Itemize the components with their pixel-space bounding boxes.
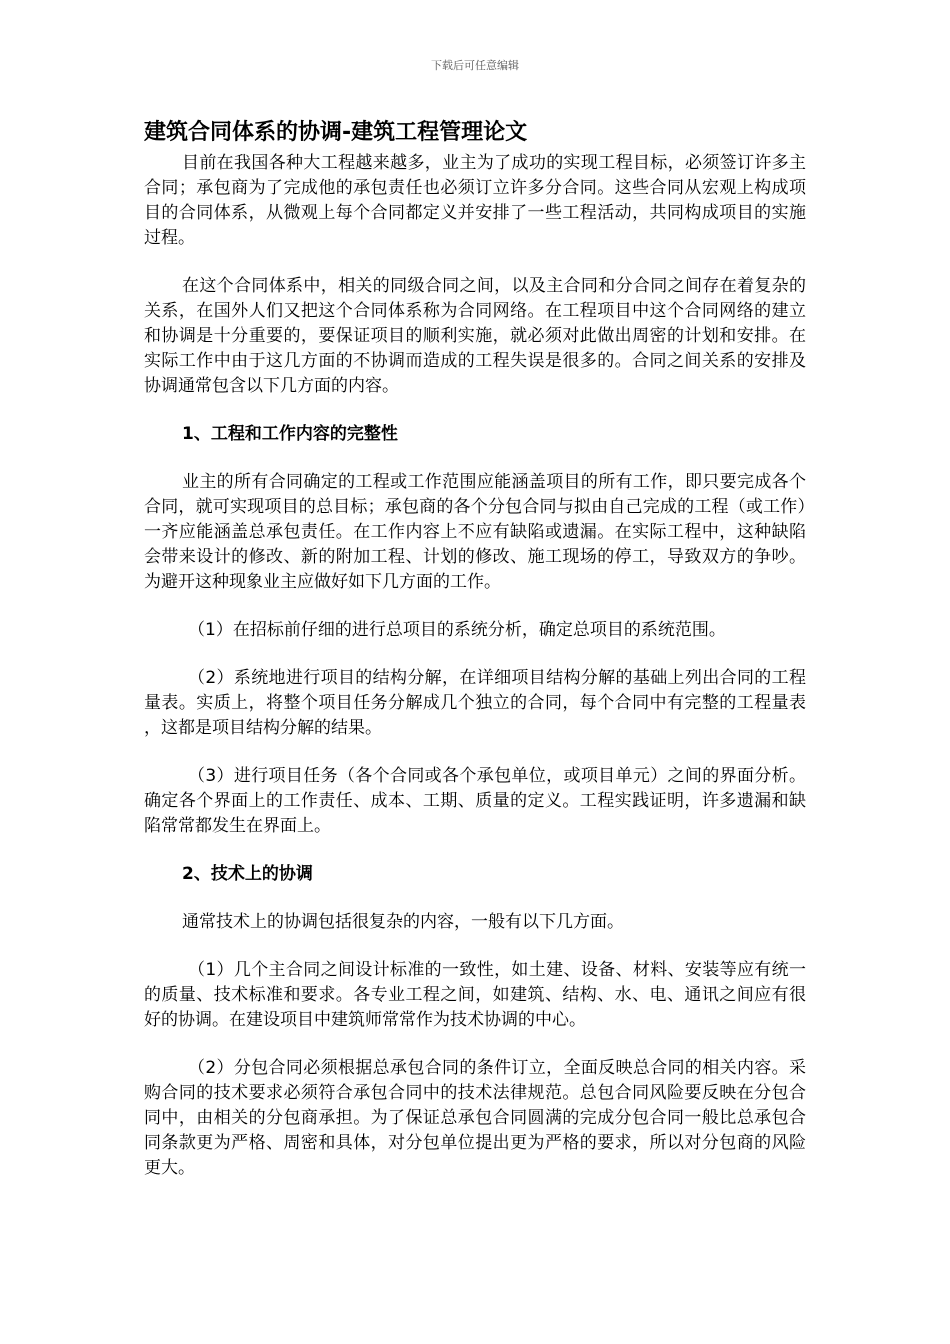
header-note: 下载后可任意编辑 (431, 59, 519, 72)
paragraph-intro: 目前在我国各种大工程越来越多，业主为了成功的实现工程目标，必须签订许多主合同；承包商为了完成他的承包责任也必须订立许多分合同。这些合同从宏观上构成项目的合同体系，从微观上每个合同都定义并安排了一些工程活动，共同构成项目的实施过程。 (144, 153, 806, 248)
list-item-2-2: （2）分包合同必须根据总承包合同的条件订立，全面反映总合同的相关内容。采购合同的技术要求必须符合承包合同中的技术法律规范。总包合同风险要反映在分包合同中，由相关的分包商承担。为了保证总承包合同圆满的完成分包合同一般比总承包合同条款更为严格、周密和具体，对分包单位提出更为严格的要求，所以对分包商的风险更大。 (144, 1058, 806, 1178)
list-item-1-3: （3）进行项目任务（各个合同或各个承包单位，或项目单元）之间的界面分析。确定各个界面上的工作责任、成本、工期、质量的定义。工程实践证明，许多遗漏和缺陷常常都发生在界面上。 (144, 766, 806, 836)
list-item-1-1: （1）在招标前仔细的进行总项目的系统分析，确定总项目的系统范围。 (188, 620, 726, 640)
paragraph-scope-completeness: 业主的所有合同确定的工程或工作范围应能涵盖项目的所有工作，即只要完成各个合同，就可实现项目的总目标；承包商的各个分包合同与拟由自己完成的工程（或工作）一齐应能涵盖总承包责任。在工作内容上不应有缺陷或遗漏。在实际工程中，这种缺陷会带来设计的修改、新的附加工程、计划的修改、施工现场的停工，导致双方的争吵。为避开这种现象业主应做好如下几方面的工作。 (144, 472, 806, 592)
document-title: 建筑合同体系的协调-建筑工程管理论文 (144, 120, 528, 145)
paragraph-contract-network: 在这个合同体系中，相关的同级合同之间，以及主合同和分合同之间存在着复杂的关系，在国外人们又把这个合同体系称为合同网络。在工程项目中这个合同网络的建立和协调是十分重要的，要保证项目的顺利实施，就必须对此做出周密的计划和安排。在实际工作中由于这几方面的不协调而造成的工程失误是很多的。合同之间关系的安排及协调通常包含以下几方面的内容。 (144, 276, 806, 396)
list-item-2-1: （1）几个主合同之间设计标准的一致性，如土建、设备、材料、安装等应有统一的质量、技术标准和要求。各专业工程之间，如建筑、结构、水、电、通讯之间应有很好的协调。在建设项目中建筑师常常作为技术协调的中心。 (144, 960, 806, 1030)
section-heading-1: 1、工程和工作内容的完整性 (182, 424, 398, 444)
document-body (144, 118, 806, 1204)
list-item-1-2: （2）系统地进行项目的结构分解，在详细项目结构分解的基础上列出合同的工程量表。实质上，将整个项目任务分解成几个独立的合同，每个合同中有完整的工程量表，这都是项目结构分解的结果。 (144, 668, 806, 738)
paragraph-technical-coordination: 通常技术上的协调包括很复杂的内容，一般有以下几方面。 (182, 912, 624, 932)
section-heading-2: 2、技术上的协调 (182, 864, 313, 884)
